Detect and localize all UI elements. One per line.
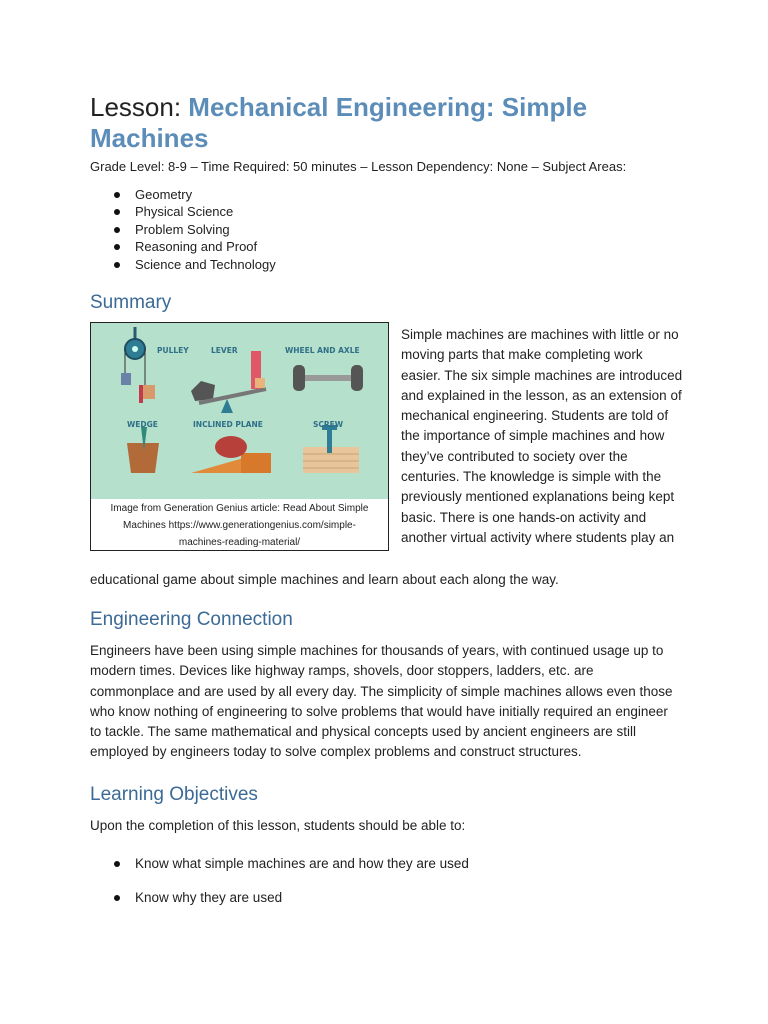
bullet-icon [114,227,120,233]
title-prefix: Lesson: [90,92,189,122]
label-wheel-and-axle: WHEEL AND AXLE [285,346,360,355]
title-main: Mechanical Engineering: Simple Machines [90,92,588,153]
page-title [90,92,680,154]
subject-areas-list [90,186,276,273]
list-item: Physical Science [90,203,276,220]
summary-text: Simple machines are machines with little or no moving parts that make completing work easier. The six simple machines are introduced and explained in the lesson, as an extension of mechanical engineering. Students are told of the importance of simple machines and how they’ve contributed to society over the centuries. The knowledge is simple with the previously mentioned explanations being kept basic. There is one hands-on activity and another virtual activity where students play an [401,327,683,545]
list-item: Know why they are used [90,889,282,907]
list-item: Science and Technology [90,256,276,273]
list-item: Reasoning and Proof [90,238,276,255]
label-wedge: WEDGE [127,420,158,429]
engineering-connection-heading: Engineering Connection [90,609,293,630]
bullet-icon [114,262,120,268]
label-pulley: PULLEY [157,346,189,355]
list-item: Problem Solving [90,221,276,238]
label-screw: SCREW [313,420,344,429]
bullet-icon [114,192,120,198]
list-item: Geometry [90,186,276,203]
bullet-icon [114,895,120,901]
bullet-icon [114,244,120,250]
bullet-icon [114,861,120,867]
learning-objectives-intro: Upon the completion of this lesson, students should be able to: [90,818,466,833]
lesson-meta: Grade Level: 8-9 – Time Required: 50 minutes – Lesson Dependency: None – Subject Areas: [90,159,627,174]
engineering-connection-text: Engineers have been using simple machines for thousands of years, with continued usage up to modern times. Devices like highway ramps, shovels, door stoppers, ladders, etc. are commonplace and are used by all every day. The simplicity of simple machines allows even those who know nothing of engineering to solve problems that would have initially required an engineer to tackle. The same mathematical and physical concepts used by ancient engineers are still employed by engineers today to solve complex problems and construct structures. [90,643,673,760]
learning-objectives-heading: Learning Objectives [90,784,258,805]
list-item: Know what simple machines are and how they are used [90,855,469,873]
label-lever: LEVER [211,346,238,355]
simple-machines-figure [90,322,389,551]
summary-heading: Summary [90,292,172,313]
simple-machines-illustration [91,323,388,499]
bullet-icon [114,209,120,215]
figure-caption: Image from Generation Genius article: Read About Simple Machines https://www.generationgenius.com/simple- machines-reading-material/ [110,503,369,548]
summary-text-end: educational game about simple machines and learn about each along the way. [90,572,559,587]
label-inclined-plane: INCLINED PLANE [193,420,263,429]
